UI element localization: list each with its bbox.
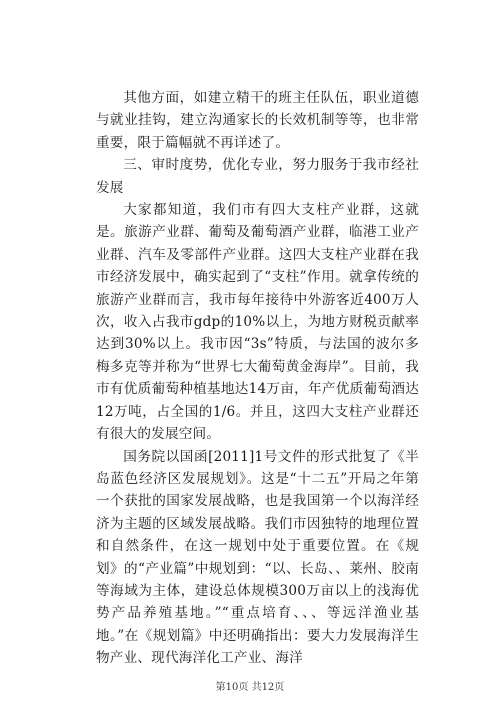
paragraph-other-aspects: 其他方面，如建立精干的班主任队伍，职业道德与就业挂钩，建立沟通家长的长效机制等等，也非常重要，限于篇幅就不再详述了。	[96, 90, 419, 151]
document-body	[96, 87, 419, 670]
paragraph-pillar-industries: 大家都知道，我们市有四大支柱产业群，这就是。旅游产业群、葡萄及葡萄酒产业群，临港工业产业群、汽车及零部件产业群。这四大支柱产业群在我市经济发展中，确实起到了“支柱”作用。就拿传统的旅游产业群而言，我市每年接待中外游客近400万人次，收入占我市gdp的10%以上，为地方财税贡献率达到30%以上。我市因“3s”特质，与法国的波尔多梅多克等并称为“世界七大葡萄黄金海岸”。目前，我市有优质葡萄种植基地达14万亩，年产优质葡萄酒达12万吨，占全国的1/6。并且，这四大支柱产业群还有很大的发展空间。	[96, 202, 419, 443]
paragraph-state-council: 国务院以国函[2011]1号文件的形式批复了《半岛蓝色经济区发展规划》。这是“十二五”开局之年第一个获批的国家发展战略，也是我国第一个以海洋经济为主题的区域发展战略。我们市因独特的地理位置和自然条件，在这一规划中处于重要位置。在《规划》的“产业篇”中规划到：“以、长岛、、莱州、胶南等海域为主体，建设总体规模300万亩以上的浅海优势产品养殖基地。”“重点培育、、、等远洋渔业基地。”在《规划篇》中还明确指出：要大力发展海洋生物产业、现代海洋化工产业、海洋	[96, 448, 419, 667]
page-number-footer: 第10页 共12页	[215, 682, 285, 693]
section-heading: 三、审时度势，优化专业，努力服务于我市经社发展	[96, 157, 419, 196]
